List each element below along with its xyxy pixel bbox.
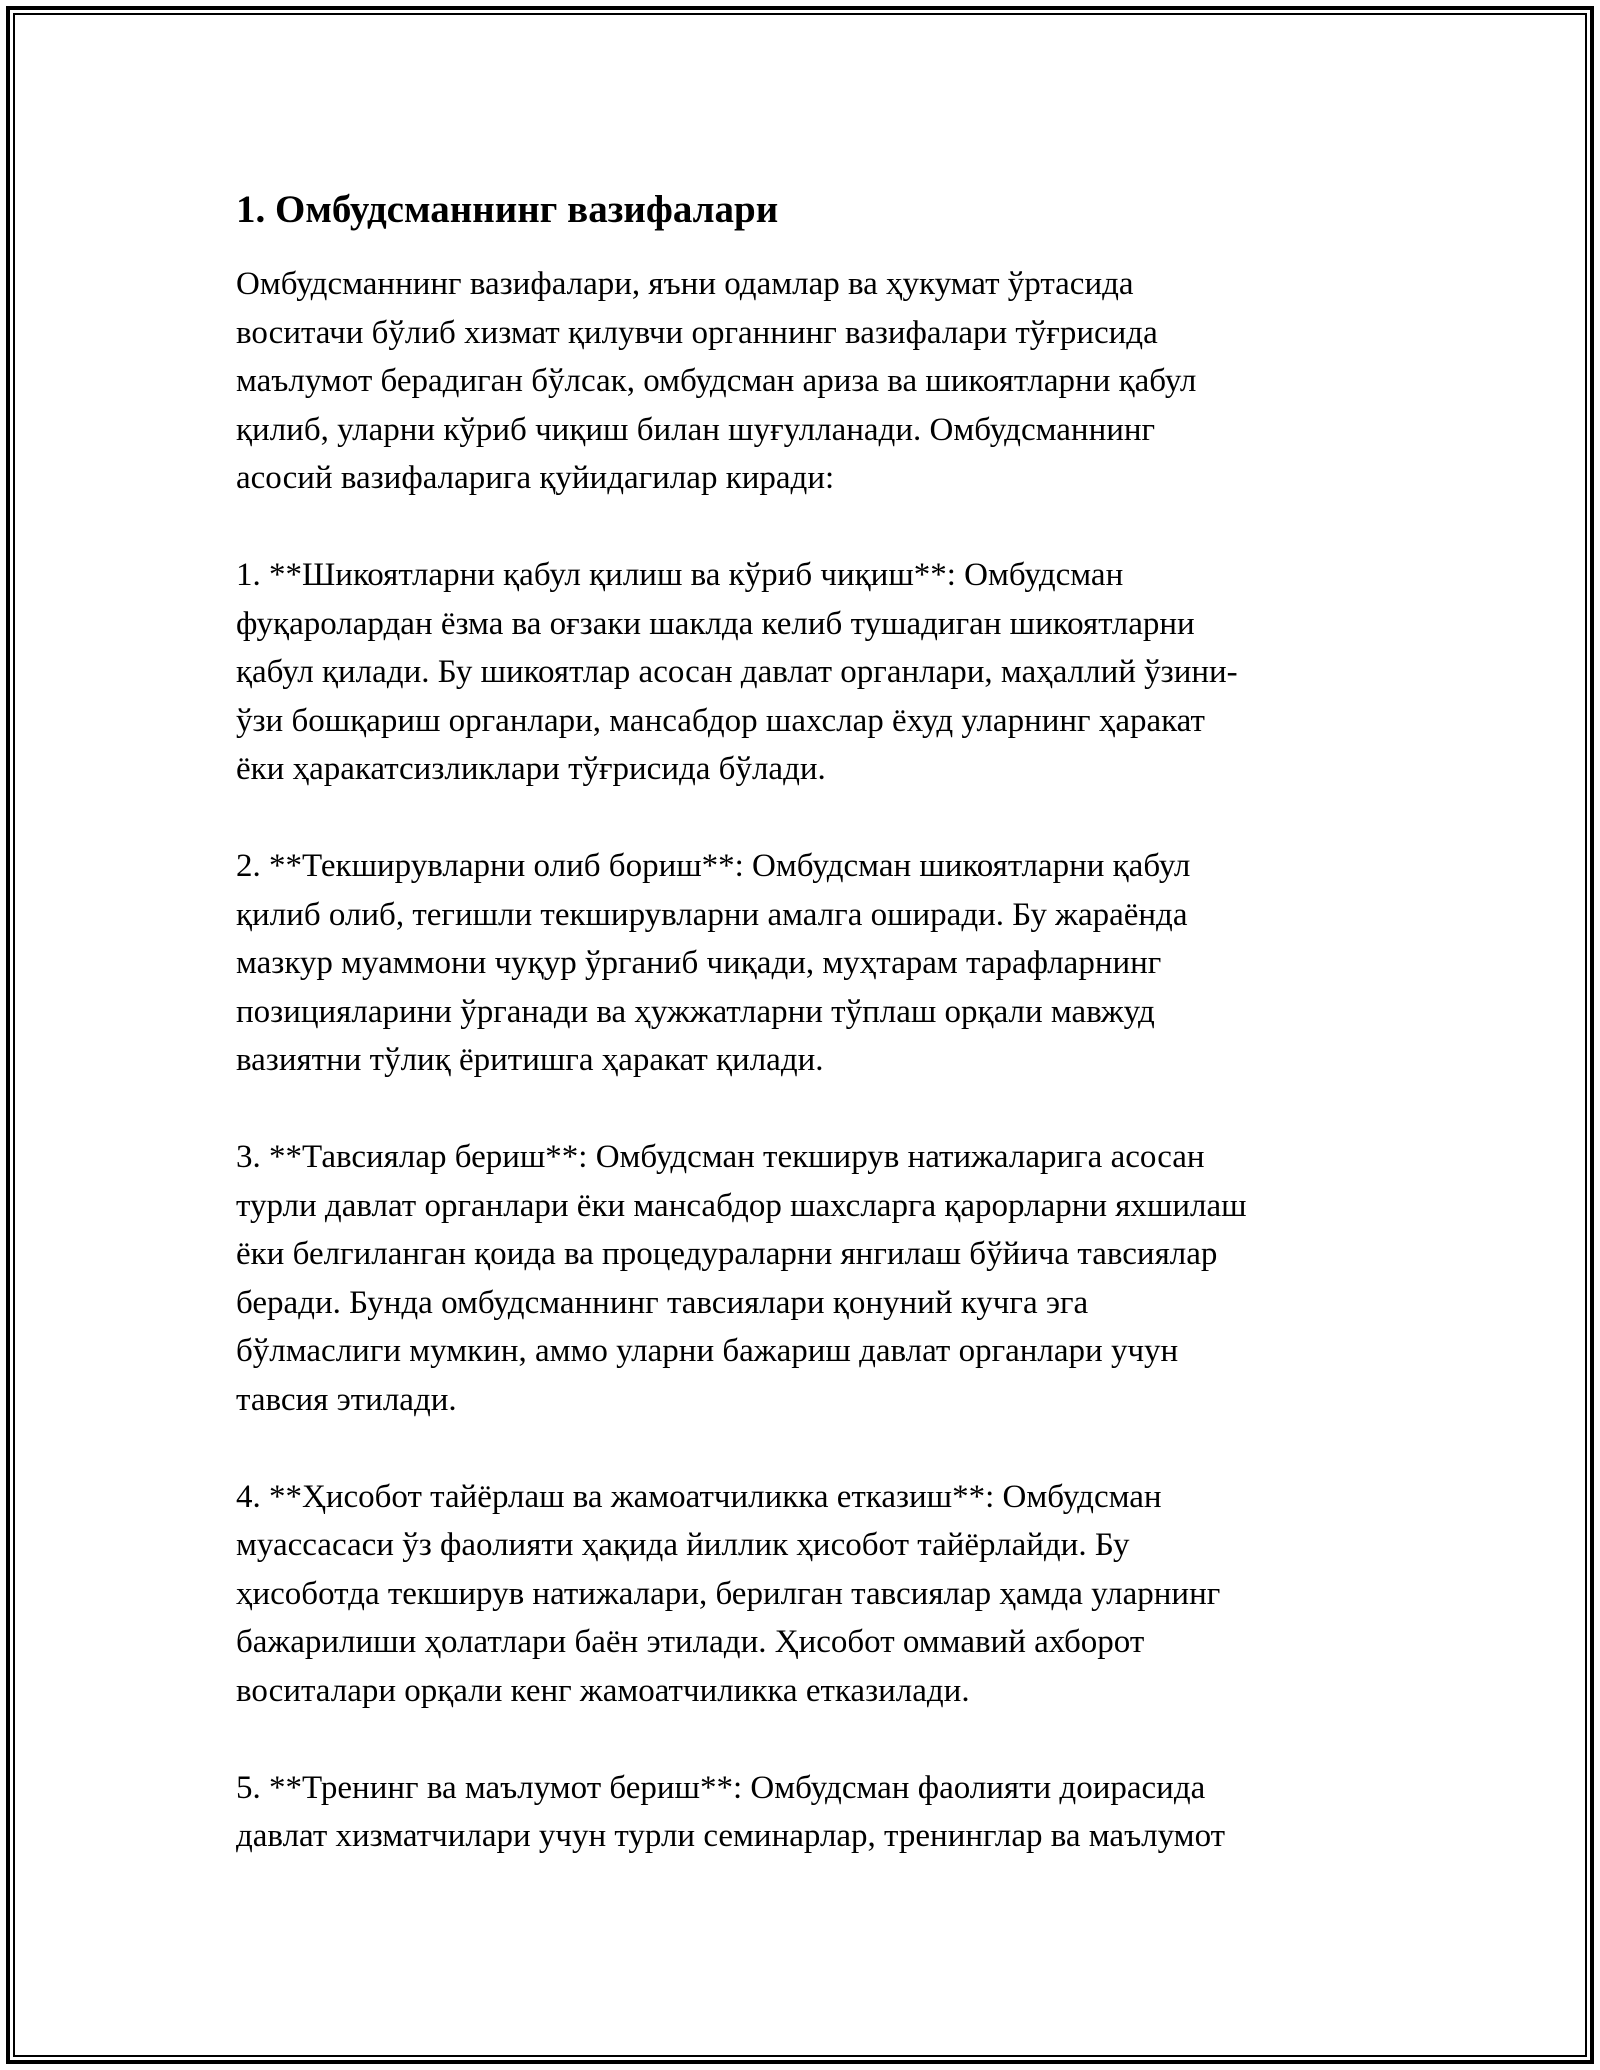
text-line: бажарилиши ҳолатлари баён этилади. Ҳисобот оммавий ахборот	[236, 1624, 1145, 1660]
text-line: 4. **Ҳисобот тайёрлаш ва жамоатчиликка етказиш**: Омбудсман	[236, 1478, 1162, 1515]
text-line: Омбудсманнинг вазифалари, яъни одамлар ва ҳукумат ўртасида	[236, 266, 1134, 302]
list-item-4	[236, 1473, 1366, 1716]
list-item-5	[236, 1764, 1366, 1861]
text-line: позицияларини ўрганади ва ҳужжатларни тўплаш орқали мавжуд	[236, 993, 1155, 1030]
text-line: ўзи бошқариш органлари, мансабдор шахслар ёхуд уларнинг ҳаракат	[236, 702, 1205, 739]
text-line: тавсия этилади.	[236, 1381, 457, 1418]
text-line: ҳисоботда текширув натижалари, берилган тавсиялар ҳамда уларнинг	[236, 1575, 1221, 1612]
text-line: асосий вазифаларига қуйидагилар киради:	[236, 460, 835, 496]
document-body	[236, 186, 1366, 1909]
text-line: мазкур муаммони чуқур ўрганиб чиқади, муҳтарам тарафларнинг	[236, 945, 1162, 981]
text-line: қилиб, уларни кўриб чиқиш билан шуғулланади. Омбудсманнинг	[236, 411, 1156, 448]
text-line: давлат хизматчилари учун турли семинарлар, тренинглар ва маълумот	[236, 1818, 1226, 1854]
text-line: 3. **Тавсиялар бериш**: Омбудсман текширув натижаларига асосан	[236, 1139, 1205, 1175]
text-line: ёки ҳаракатсизликлари тўғрисида бўлади.	[236, 751, 826, 787]
text-line: ёки белгиланган қоида ва процедураларни янгилаш бўйича тавсиялар	[236, 1236, 1218, 1272]
text-line: бўлмаслиги мумкин, аммо уларни бажариш давлат органлари учун	[236, 1333, 1179, 1369]
text-line: фуқаролардан ёзма ва оғзаки шаклда келиб тушадиган шикоятларни	[236, 605, 1195, 642]
text-line: вазиятни тўлиқ ёритишга ҳаракат қилади.	[236, 1042, 824, 1078]
list-item-1	[236, 551, 1366, 794]
document-title: 1. Омбудсманнинг вазифалари	[236, 188, 779, 231]
list-item-2	[236, 842, 1366, 1085]
text-line: 1. **Шикоятларни қабул қилиш ва кўриб чиқиш**: Омбудсман	[236, 557, 1124, 593]
text-line: воситачи бўлиб хизмат қилувчи органнинг вазифалари тўғрисида	[236, 314, 1158, 351]
intro-paragraph	[236, 260, 1366, 503]
text-line: турли давлат органлари ёки мансабдор шахсларга қарорларни яхшилаш	[236, 1187, 1247, 1224]
text-line: маълумот берадиган бўлсак, омбудсман ариза ва шикоятларни қабул	[236, 363, 1197, 399]
list-item-3	[236, 1133, 1366, 1424]
text-line: 5. **Тренинг ва маълумот бериш**: Омбудсман фаолияти доирасида	[236, 1769, 1206, 1806]
text-line: қилиб олиб, тегишли текширувларни амалга оширади. Бу жараёнда	[236, 896, 1188, 933]
text-line: 2. **Текширувларни олиб бориш**: Омбудсман шикоятларни қабул	[236, 848, 1191, 884]
text-line: қабул қилади. Бу шикоятлар асосан давлат органлари, маҳаллий ўзини-	[236, 654, 1238, 690]
text-line: беради. Бунда омбудсманнинг тавсиялари қонуний кучга эга	[236, 1284, 1089, 1321]
text-line: воситалари орқали кенг жамоатчиликка етказилади.	[236, 1672, 970, 1709]
text-line: муассасаси ўз фаолияти ҳақида йиллик ҳисобот тайёрлайди. Бу	[236, 1527, 1130, 1563]
